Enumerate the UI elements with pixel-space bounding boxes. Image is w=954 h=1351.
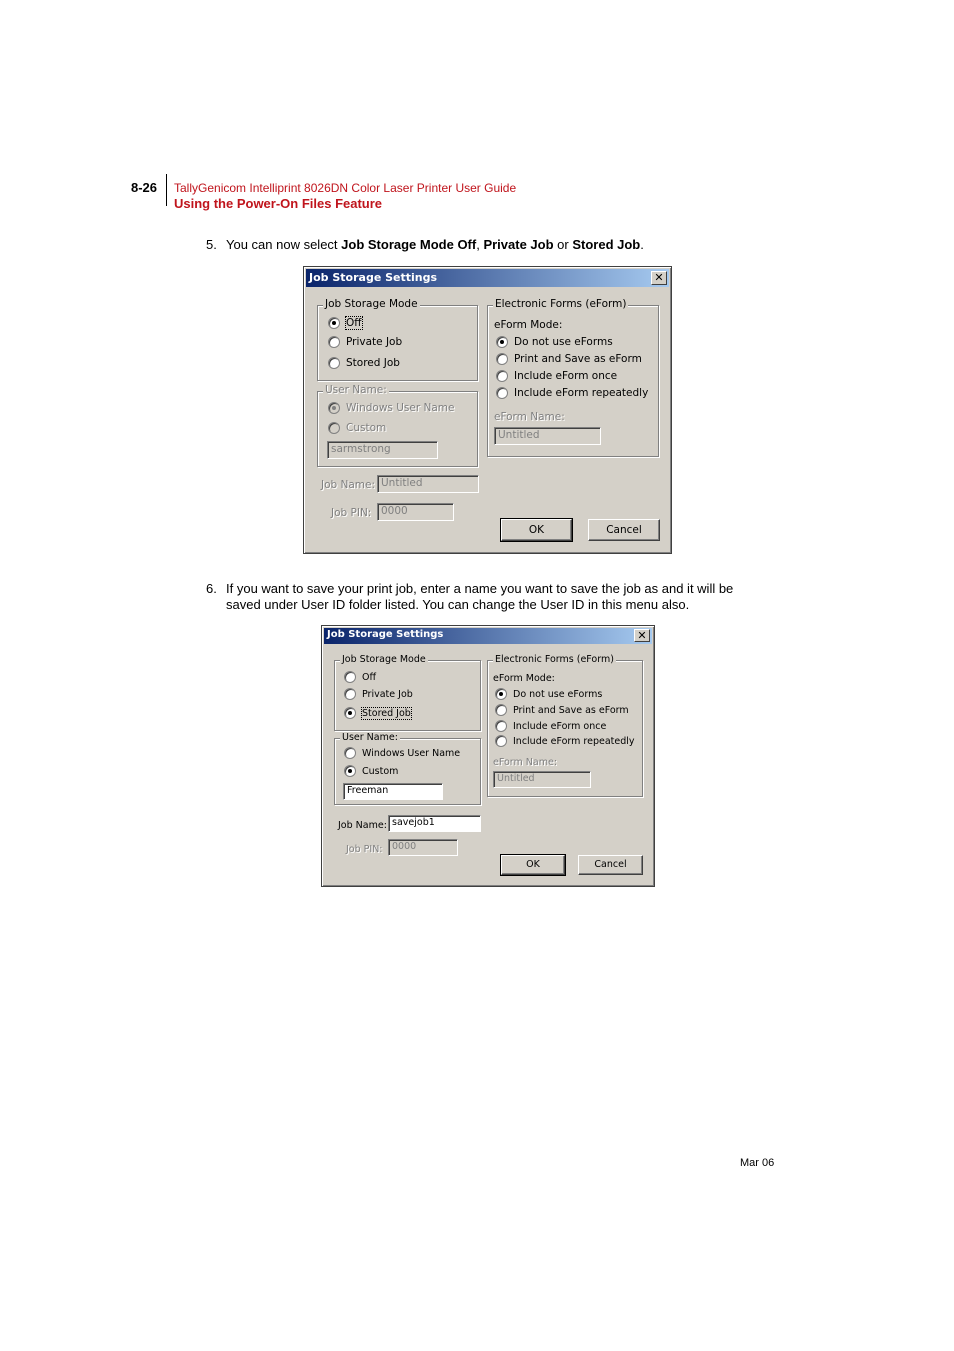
radio-include-eform-once[interactable]: Include eForm once bbox=[495, 720, 606, 732]
step-5-number: 5. bbox=[206, 237, 217, 252]
job-storage-mode-group bbox=[317, 298, 478, 381]
job-storage-dialog-1 bbox=[303, 266, 672, 554]
radio-stored-job[interactable]: Stored Job bbox=[344, 707, 411, 719]
radio-icon bbox=[344, 671, 356, 683]
eform-mode-label: eForm Mode: bbox=[494, 319, 563, 331]
radio-windows-user-name[interactable]: Windows User Name bbox=[344, 747, 460, 759]
radio-icon bbox=[496, 370, 508, 382]
radio-icon bbox=[495, 735, 507, 747]
dialog-titlebar bbox=[324, 628, 652, 644]
group-label: User Name: bbox=[325, 384, 387, 396]
radio-do-not-use-eforms[interactable]: Do not use eForms bbox=[496, 336, 613, 348]
radio-icon bbox=[496, 353, 508, 365]
step-6-line-1: If you want to save your print job, enter a name you want to save the job as and it will be bbox=[226, 581, 734, 596]
radio-private-job[interactable]: Private Job bbox=[344, 688, 413, 700]
radio-custom[interactable]: Custom bbox=[344, 765, 398, 777]
radio-icon bbox=[328, 336, 340, 348]
radio-include-eform-repeatedly[interactable]: Include eForm repeatedly bbox=[496, 387, 648, 399]
group-label: User Name: bbox=[342, 732, 398, 743]
radio-include-eform-once[interactable]: Include eForm once bbox=[496, 370, 617, 382]
dialog-titlebar bbox=[306, 269, 669, 287]
radio-icon bbox=[344, 747, 356, 759]
job-pin-label: Job PIN: bbox=[331, 507, 372, 519]
user-name-group bbox=[334, 732, 481, 805]
cancel-button[interactable]: Cancel bbox=[578, 855, 643, 875]
radio-icon bbox=[496, 336, 508, 348]
eforms-group bbox=[487, 654, 643, 797]
step-5-text: You can now select Job Storage Mode Off, Private Job or Stored Job. bbox=[226, 237, 644, 252]
book-title: TallyGenicom Intelliprint 8026DN Color Laser Printer User Guide bbox=[174, 181, 517, 195]
radio-icon bbox=[344, 765, 356, 777]
radio-icon bbox=[328, 317, 340, 329]
radio-icon bbox=[496, 387, 508, 399]
eform-name-input[interactable]: Untitled bbox=[494, 427, 601, 445]
eform-mode-label: eForm Mode: bbox=[493, 673, 555, 684]
radio-stored-job[interactable]: Stored Job bbox=[328, 357, 400, 369]
header-divider bbox=[166, 174, 167, 206]
user-name-group bbox=[317, 384, 478, 467]
radio-icon bbox=[495, 704, 507, 716]
eform-name-label: eForm Name: bbox=[493, 757, 558, 768]
close-icon[interactable]: ✕ bbox=[651, 271, 667, 285]
radio-include-eform-repeatedly[interactable]: Include eForm repeatedly bbox=[495, 735, 635, 747]
custom-user-input[interactable]: sarmstrong bbox=[327, 441, 438, 459]
job-storage-dialog-2 bbox=[321, 625, 655, 887]
ok-button[interactable]: OK bbox=[501, 855, 565, 875]
eforms-group bbox=[487, 298, 659, 457]
radio-private-job[interactable]: Private Job bbox=[328, 336, 402, 348]
group-label: Job Storage Mode bbox=[342, 654, 426, 665]
eform-name-input[interactable]: Untitled bbox=[493, 771, 591, 788]
step-6-line-2: saved under User ID folder listed. You can change the User ID in this menu also. bbox=[226, 597, 690, 612]
job-pin-input[interactable]: 0000 bbox=[388, 839, 458, 856]
radio-icon bbox=[328, 357, 340, 369]
radio-icon bbox=[328, 422, 340, 434]
job-name-input[interactable]: Untitled bbox=[377, 475, 479, 493]
close-icon[interactable]: ✕ bbox=[634, 629, 650, 642]
step-6-number: 6. bbox=[206, 581, 217, 596]
radio-do-not-use-eforms[interactable]: Do not use eForms bbox=[495, 688, 602, 700]
footer-date: Mar 06 bbox=[740, 1157, 775, 1169]
custom-user-input[interactable]: Freeman bbox=[343, 783, 443, 800]
ok-button[interactable]: OK bbox=[501, 519, 572, 541]
radio-icon bbox=[495, 688, 507, 700]
radio-icon bbox=[344, 688, 356, 700]
job-name-label: Job Name: bbox=[321, 479, 376, 491]
section-title: Using the Power-On Files Feature bbox=[174, 196, 383, 211]
radio-custom[interactable]: Custom bbox=[328, 422, 386, 434]
radio-icon bbox=[328, 402, 340, 414]
job-pin-input[interactable]: 0000 bbox=[377, 503, 454, 521]
dialog-title: Job Storage Settings bbox=[309, 271, 438, 284]
group-label: Electronic Forms (eForm) bbox=[495, 654, 614, 665]
cancel-button[interactable]: Cancel bbox=[588, 519, 660, 541]
radio-off[interactable]: Off bbox=[328, 317, 362, 329]
job-pin-label: Job PIN: bbox=[346, 844, 383, 855]
group-label: Electronic Forms (eForm) bbox=[495, 298, 627, 310]
job-name-input[interactable]: savejob1 bbox=[388, 815, 481, 832]
group-label: Job Storage Mode bbox=[325, 298, 418, 310]
radio-icon bbox=[344, 707, 356, 719]
page-number: 8-26 bbox=[131, 180, 158, 195]
job-name-label: Job Name: bbox=[338, 820, 387, 831]
radio-icon bbox=[495, 720, 507, 732]
radio-print-and-save-eform[interactable]: Print and Save as eForm bbox=[496, 353, 642, 365]
eform-name-label: eForm Name: bbox=[494, 411, 565, 423]
radio-off[interactable]: Off bbox=[344, 671, 376, 683]
job-storage-mode-group bbox=[334, 654, 481, 731]
radio-print-and-save-eform[interactable]: Print and Save as eForm bbox=[495, 704, 629, 716]
radio-windows-user-name[interactable]: Windows User Name bbox=[328, 402, 454, 414]
dialog-title: Job Storage Settings bbox=[327, 629, 444, 640]
